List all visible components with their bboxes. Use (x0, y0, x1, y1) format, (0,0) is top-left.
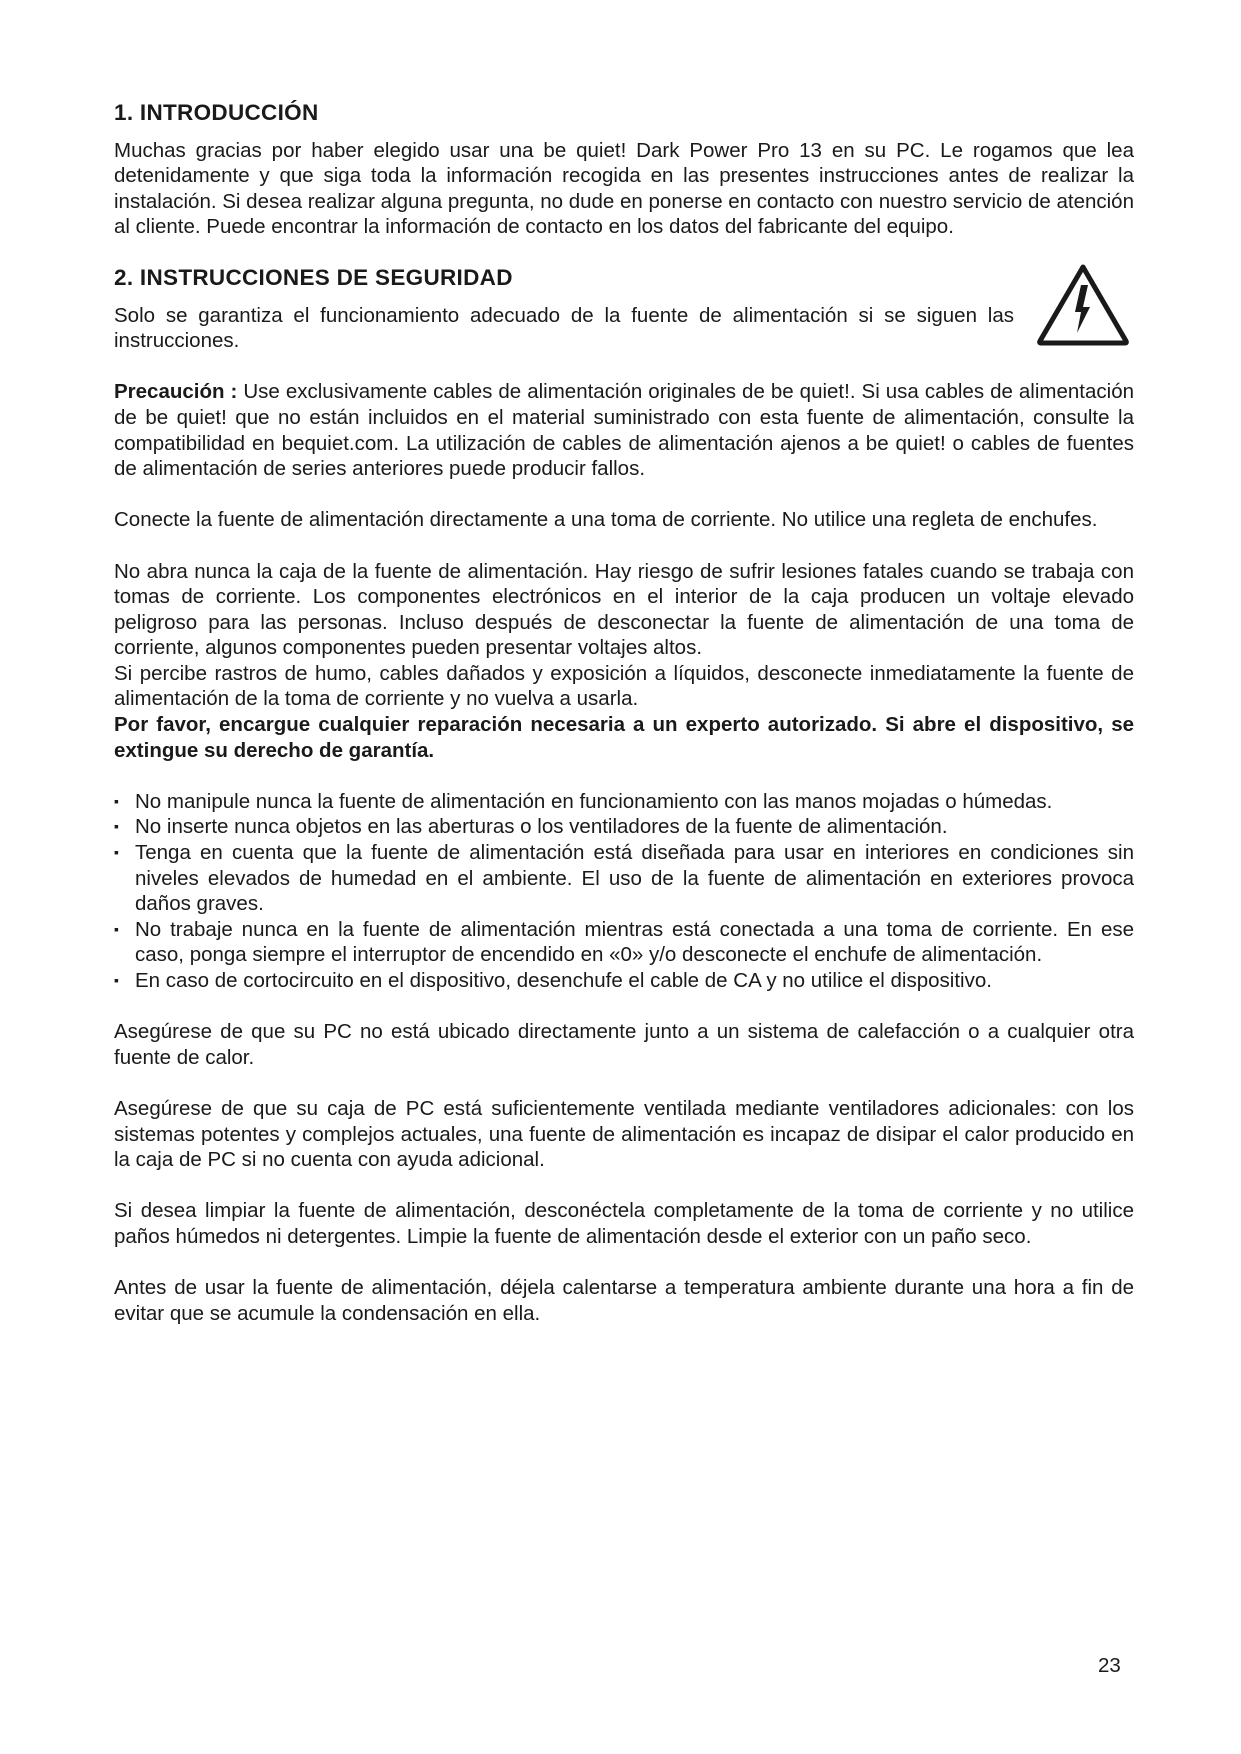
safety-bullet-list (114, 789, 1134, 994)
danger-paragraph-2: Si percibe rastros de humo, cables dañados y exposición a líquidos, desconecte inmediatamente la fuente de alimentación de la toma de corriente y no vuelva a usarla. (114, 661, 1134, 711)
page-number: 23 (1098, 1654, 1121, 1677)
section-title-seguridad: 2. INSTRUCCIONES DE SEGURIDAD (114, 264, 513, 290)
safety-section-header (114, 265, 1134, 354)
list-item: ▪ Tenga en cuenta que la fuente de alimentación está diseñada para usar en interiores en condiciones sin niveles elevados de humedad en el ambiente. El uso de la fuente de alimentación en exteriores provoca daños graves. (114, 840, 1134, 917)
intro-paragraph: Muchas gracias por haber elegido usar una be quiet! Dark Power Pro 13 en su PC. Le rogamos que lea detenidamente y que siga toda la información recogida en las presentes instrucciones antes de realizar la instalación. Si desea realizar alguna pregunta, no dude en ponerse en contacto con nuestro servicio de atención al cliente. Puede encontrar la información de contacto en los datos del fabricante del equipo. (114, 138, 1134, 239)
list-item: ▪ En caso de cortocircuito en el dispositivo, desenchufe el cable de CA y no utilice el dispositivo. (114, 968, 1134, 994)
list-item: ▪ No trabaje nunca en la fuente de alimentación mientras está conectada a una toma de corriente. En ese caso, ponga siempre el interruptor de encendido en «0» y/o desconecte el enchufe de alimentación. (114, 917, 1134, 968)
high-voltage-warning-icon (1036, 263, 1130, 347)
section-title-introduccion: 1. INTRODUCCIÓN (114, 100, 319, 125)
list-item: ▪ No inserte nunca objetos en las aberturas o los ventiladores de la fuente de alimentación. (114, 814, 1134, 840)
heat-paragraph: Asegúrese de que su PC no está ubicado directamente junto a un sistema de calefacción o a cualquier otra fuente de calor. (114, 1020, 1134, 1069)
list-item: ▪ No manipule nunca la fuente de alimentación en funcionamiento con las manos mojadas o húmedas. (114, 789, 1134, 815)
caution-text: Use exclusivamente cables de alimentación originales de be quiet!. Si usa cables de alimentación de be quiet! que no están incluidos en el material suministrado con esta fuente de alimentación, consulte la compatibilidad en bequiet.com. La utilización de cables de alimentación ajenos a be quiet! o cables de fuentes de alimentación de series anteriores puede producir fallos. (114, 380, 1134, 481)
warranty-warning: Por favor, encargue cualquier reparación necesaria a un experto autorizado. Si abre el dispositivo, se extingue su derecho de garantía. (114, 713, 1134, 762)
ventilation-paragraph: Asegúrese de que su caja de PC está suficientemente ventilada mediante ventiladores adicionales: con los sistemas potentes y complejos actuales, una fuente de alimentación es incapaz de disipar el calor producido en la caja de PC si no cuenta con ayuda adicional. (114, 1096, 1134, 1172)
condensation-paragraph: Antes de usar la fuente de alimentación, déjela calentarse a temperatura ambiente durante una hora a fin de evitar que se acumule la condensación en ella. (114, 1276, 1134, 1325)
safety-intro: Solo se garantiza el funcionamiento adecuado de la fuente de alimentación si se siguen las instrucciones. (114, 303, 1014, 353)
manual-page (114, 100, 1134, 1326)
caution-label: Precaución : (114, 380, 238, 404)
connect-paragraph: Conecte la fuente de alimentación directamente a una toma de corriente. No utilice una regleta de enchufes. (114, 508, 1098, 532)
caution-paragraph (114, 379, 1134, 481)
cleaning-paragraph: Si desea limpiar la fuente de alimentación, desconéctela completamente de la toma de corriente y no utilice paños húmedos ni detergentes. Limpie la fuente de alimentación desde el exterior con un paño seco. (114, 1199, 1134, 1248)
danger-paragraph-1: No abra nunca la caja de la fuente de alimentación. Hay riesgo de sufrir lesiones fatales cuando se trabaja con tomas de corriente. Los componentes electrónicos en el interior de la caja producen un voltaje elevado peligroso para las personas. Incluso después de desconectar la fuente de alimentación de una toma de corriente, algunos componentes pueden presentar voltajes altos. (114, 559, 1134, 660)
